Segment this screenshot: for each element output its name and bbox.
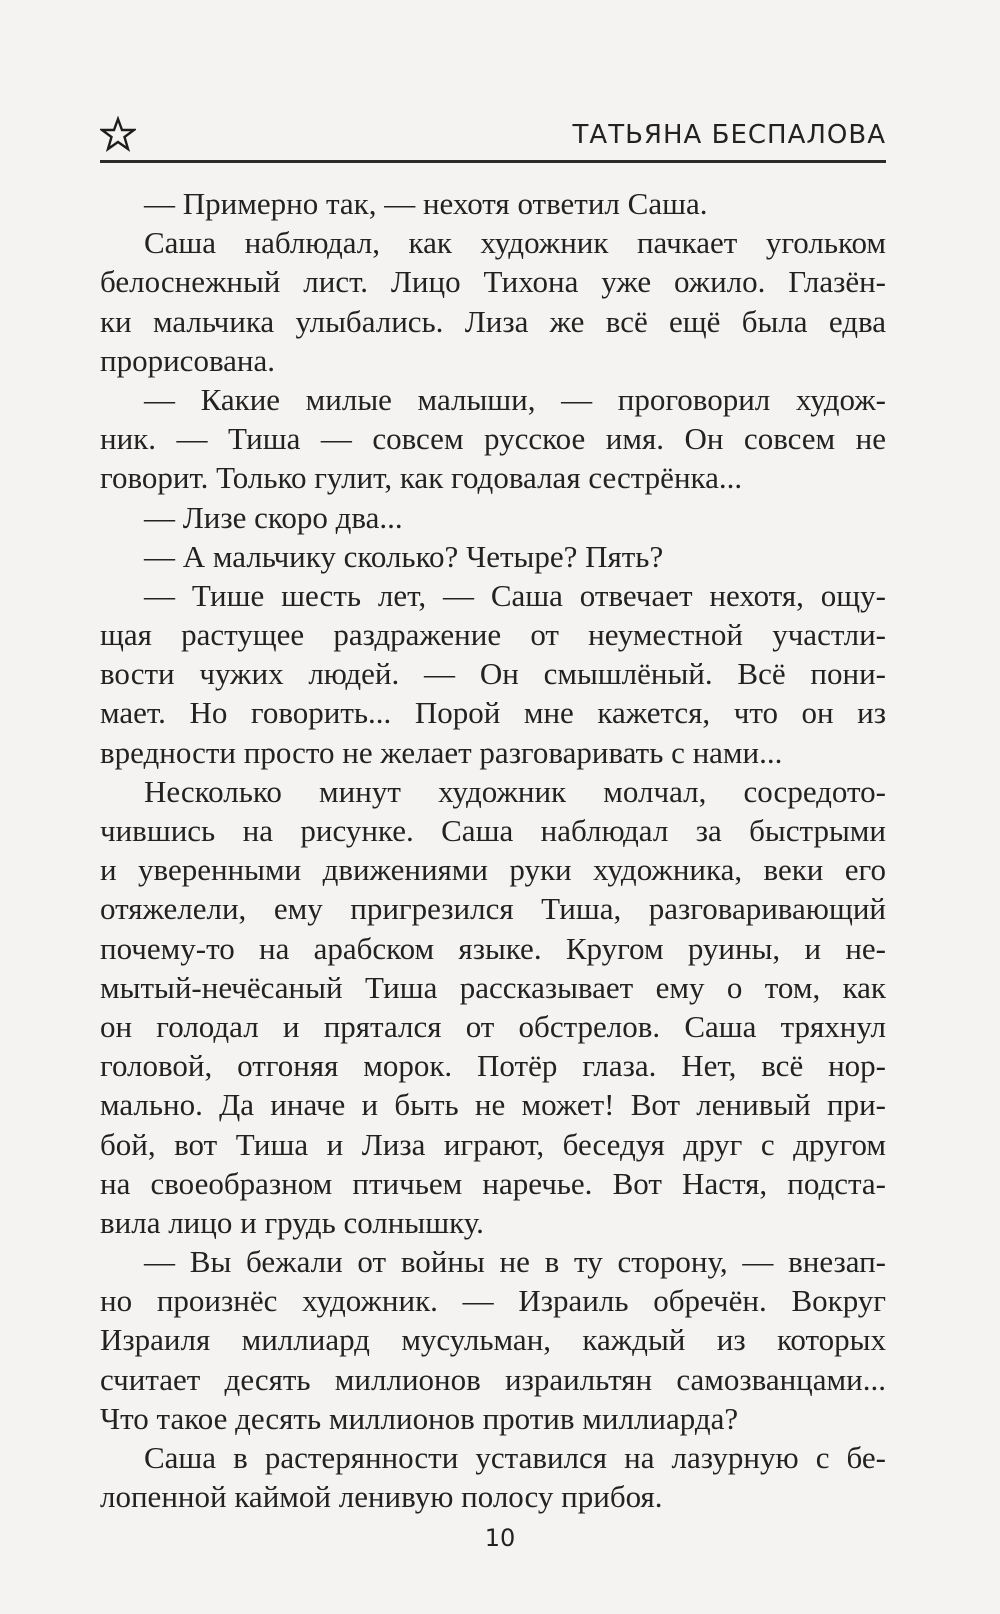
text-line: и уверенными движениями руки художника, веки его [100, 852, 886, 888]
text-line: головой, отгоняя морок. Потёр глаза. Нет, всё нор- [100, 1048, 886, 1084]
text-line: ки мальчика улыбались. Лиза же всё ещё была едва [100, 303, 886, 339]
text-line: — Примерно так, — нехотя ответил Саша. [144, 186, 708, 221]
text-line: считает десять миллионов израильтян самозванцами... [100, 1361, 886, 1397]
text-line: мытый-нечёсаный Тиша рассказывает ему о том, как [100, 969, 886, 1005]
text-line: мально. Да иначе и быть не может! Вот ленивый при- [100, 1087, 886, 1123]
text-line: лопенной каймой ленивую полосу прибоя. [100, 1479, 663, 1515]
text-line: Несколько минут художник молчал, сосредото- [144, 773, 886, 809]
text-line: отяжелели, ему пригрезился Тиша, разговаривающий [100, 891, 886, 927]
text-line: — Вы бежали от войны не в ту сторону, — внезап- [144, 1244, 886, 1280]
text-line: — А мальчику сколько? Четыре? Пять? [144, 538, 664, 574]
text-line: говорит. Только гулит, как годовалая сестрёнка... [100, 460, 743, 496]
text-line: вредности просто не желает разговаривать с нами... [100, 734, 783, 770]
page-number: 10 [484, 1524, 516, 1552]
text-line: белоснежный лист. Лицо Тихона уже ожило. Глазён- [100, 264, 886, 300]
page-text [100, 184, 886, 1516]
text-line: на своеобразном птичьем наречье. Вот Настя, подста- [100, 1165, 886, 1201]
text-line: мает. Но говорить... Порой мне кажется, что он из [100, 695, 886, 731]
text-line: он голодал и прятался от обстрелов. Саша тряхнул [100, 1008, 886, 1044]
text-line: но произнёс художник. — Израиль обречён. Вокруг [100, 1283, 886, 1319]
text-line: прорисована. [100, 342, 276, 378]
text-line: — Лизе скоро два... [144, 499, 403, 535]
text-line: бой, вот Тиша и Лиза играют, беседуя друг с другом [100, 1126, 886, 1162]
text-line: чившись на рисунке. Саша наблюдал за быстрыми [100, 813, 886, 848]
text-line: Израиля миллиард мусульман, каждый из которых [100, 1322, 886, 1358]
text-line: — Какие милые малыши, — проговорил худож- [144, 381, 886, 417]
text-line: Саша наблюдал, как художник пачкает угольком [144, 225, 886, 261]
text-line: щая растущее раздражение от неуместной участли- [100, 617, 886, 653]
author-name: ТАТЬЯНА БЕСПАЛОВА [572, 120, 886, 150]
text-line: вила лицо и грудь солнышку. [100, 1204, 484, 1240]
text-line: Что такое десять миллионов против миллиарда? [100, 1400, 739, 1436]
text-line: — Тише шесть лет, — Саша отвечает нехотя, ощу- [144, 577, 886, 613]
text-line: вости чужих людей. — Он смышлёный. Всё пони- [100, 656, 886, 692]
text-line: Саша в растерянности уставился на лазурную с бе- [144, 1440, 886, 1475]
running-header [100, 112, 886, 163]
text-line: ник. — Тиша — совсем русское имя. Он совсем не [100, 421, 886, 457]
text-line: почему-то на арабском языке. Кругом руины, и не- [100, 930, 886, 966]
star-outline-icon [100, 116, 136, 152]
